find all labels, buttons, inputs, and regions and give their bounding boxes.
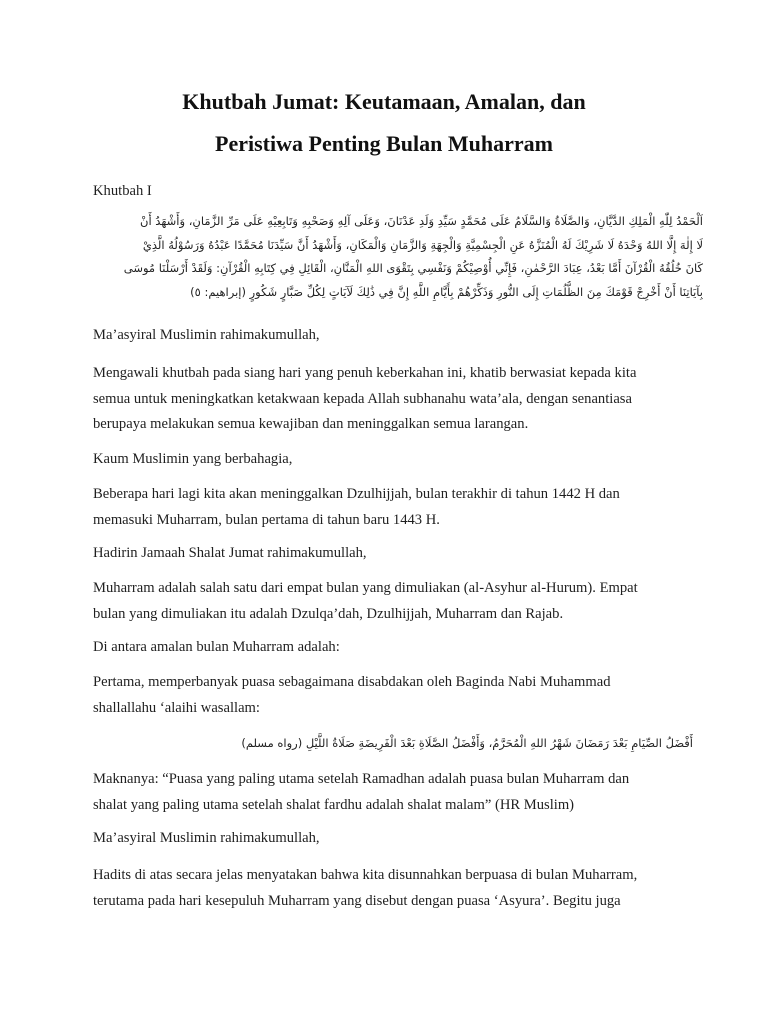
text-line: Mengawali khutbah pada siang hari yang penuh keberkahan ini, khatib berwasiat kepada kita xyxy=(93,365,637,381)
paragraph-greeting-2: Kaum Muslimin yang berbahagia, xyxy=(93,451,293,467)
text-line: terutama pada hari kesepuluh Muharram yang disebut dengan puasa ‘Asyura’. Begitu juga xyxy=(93,892,621,909)
paragraph-hadith-explanation xyxy=(93,863,693,914)
paragraph-greeting-1: Ma’asyiral Muslimin rahimakumullah, xyxy=(93,327,320,343)
section-heading: Khutbah I xyxy=(93,183,152,199)
document-title-line-2: Peristiwa Penting Bulan Muharram xyxy=(215,131,553,156)
text-line: shalat yang paling utama setelah shalat fardhu adalah shalat malam” (HR Muslim) xyxy=(93,796,575,813)
paragraph-greeting-3: Hadirin Jamaah Shalat Jumat rahimakumullah, xyxy=(93,545,367,561)
paragraph-first-amalan xyxy=(93,670,693,721)
paragraph-greeting-4: Ma’asyiral Muslimin rahimakumullah, xyxy=(93,830,320,846)
paragraph-dzulhijjah xyxy=(93,482,693,533)
arabic-opening-text xyxy=(93,210,703,304)
text-line: shallallahu ‘alaihi wasallam: xyxy=(93,699,260,716)
arabic-hadith-text: أَفْضَلُ الصِّيَامِ بَعْدَ رَمَضَانَ شَهْرُ اللهِ الْمُحَرَّمُ، وَأَفْضَلُ الصَّلَاةِ بَعْدَ الْفَرِيضَةِ صَلَاةُ اللَّيْلِ (رواه مسلم) xyxy=(241,736,693,750)
paragraph-amalan-intro: Di antara amalan bulan Muharram adalah: xyxy=(93,639,340,655)
text-line: berupaya melakukan semua kewajiban dan meninggalkan semua larangan. xyxy=(93,416,529,432)
text-line: Beberapa hari lagi kita akan meninggalkan Dzulhijjah, bulan terakhir di tahun 1442 H dan xyxy=(93,486,620,502)
paragraph-sacred-months xyxy=(93,576,693,627)
text-line: Maknanya: “Puasa yang paling utama setelah Ramadhan adalah puasa bulan Muharram dan xyxy=(93,771,630,787)
arabic-line: اَلْحَمْدُ لِلّٰهِ الْمَلِكِ الدَّيَّانِ، وَالصَّلَاةُ وَالسَّلَامُ عَلَى مُحَمَّدٍ سَيِّدِ وَلَدِ عَدْنَانَ، وَعَلَى آلِهِ وَصَحْبِهِ وَتَابِعِيْهِ عَلَى مَرِّ الزَّمَانِ، وَأَشْهَدُ أَنْ xyxy=(140,214,703,228)
text-line: semua untuk meningkatkan ketakwaan kepada Allah subhanahu wata’ala, dengan senantiasa xyxy=(93,390,632,407)
document-title-line-1: Khutbah Jumat: Keutamaan, Amalan, dan xyxy=(182,89,586,114)
text-line: Muharram adalah salah satu dari empat bulan yang dimuliakan (al-Asyhur al-Hurum). Empat xyxy=(93,580,638,596)
arabic-line: كَانَ خُلُقُهُ الْقُرْآنَ أَمَّا بَعْدُ، عِبَادَ الرَّحْمٰنِ، فَإِنِّي أُوْصِيْكُمْ وَنَفْسِي بِتَقْوَى اللهِ الْمَنَّانِ، الْقَائِلِ فِي كِتَابِهِ الْقُرْآنِ: وَلَقَدْ أَرْسَلْنَا مُوسَى xyxy=(123,261,703,275)
arabic-line: لَا إِلٰهَ إِلَّا اللهُ وَحْدَهُ لَا شَرِيْكَ لَهُ الْمُنَزَّهُ عَنِ الْجِسْمِيَّةِ وَالْجِهَةِ وَالزَّمَانِ وَالْمَكَانِ، وَأَشْهَدُ أَنَّ سَيِّدَنَا مُحَمَّدًا عَبْدُهُ وَرَسُوْلُهُ الَّذِيْ xyxy=(142,237,703,252)
text-line: memasuki Muharram, bulan pertama di tahun baru 1443 H. xyxy=(93,511,440,528)
arabic-line: بِآيَاتِنَا أَنْ أَخْرِجْ قَوْمَكَ مِنَ الظُّلُمَاتِ إِلَى النُّورِ وَذَكِّرْهُمْ بِأَيَّامِ اللَّهِ إِنَّ فِي ذَٰلِكَ لَآيَاتٍ لِكُلِّ صَبَّارٍ شَكُورٍ (إبراهيم: ٥) xyxy=(190,284,703,299)
text-line: bulan yang dimuliakan itu adalah Dzulqa’dah, Dzulhijjah, Muharram dan Rajab. xyxy=(93,605,564,622)
paragraph-hadith-meaning xyxy=(93,767,693,818)
text-line: Hadits di atas secara jelas menyatakan bahwa kita disunnahkan berpuasa di bulan Muharram, xyxy=(93,867,638,883)
text-line: Pertama, memperbanyak puasa sebagaimana disabdakan oleh Baginda Nabi Muhammad xyxy=(93,674,611,690)
paragraph-opening-advice xyxy=(93,361,693,438)
